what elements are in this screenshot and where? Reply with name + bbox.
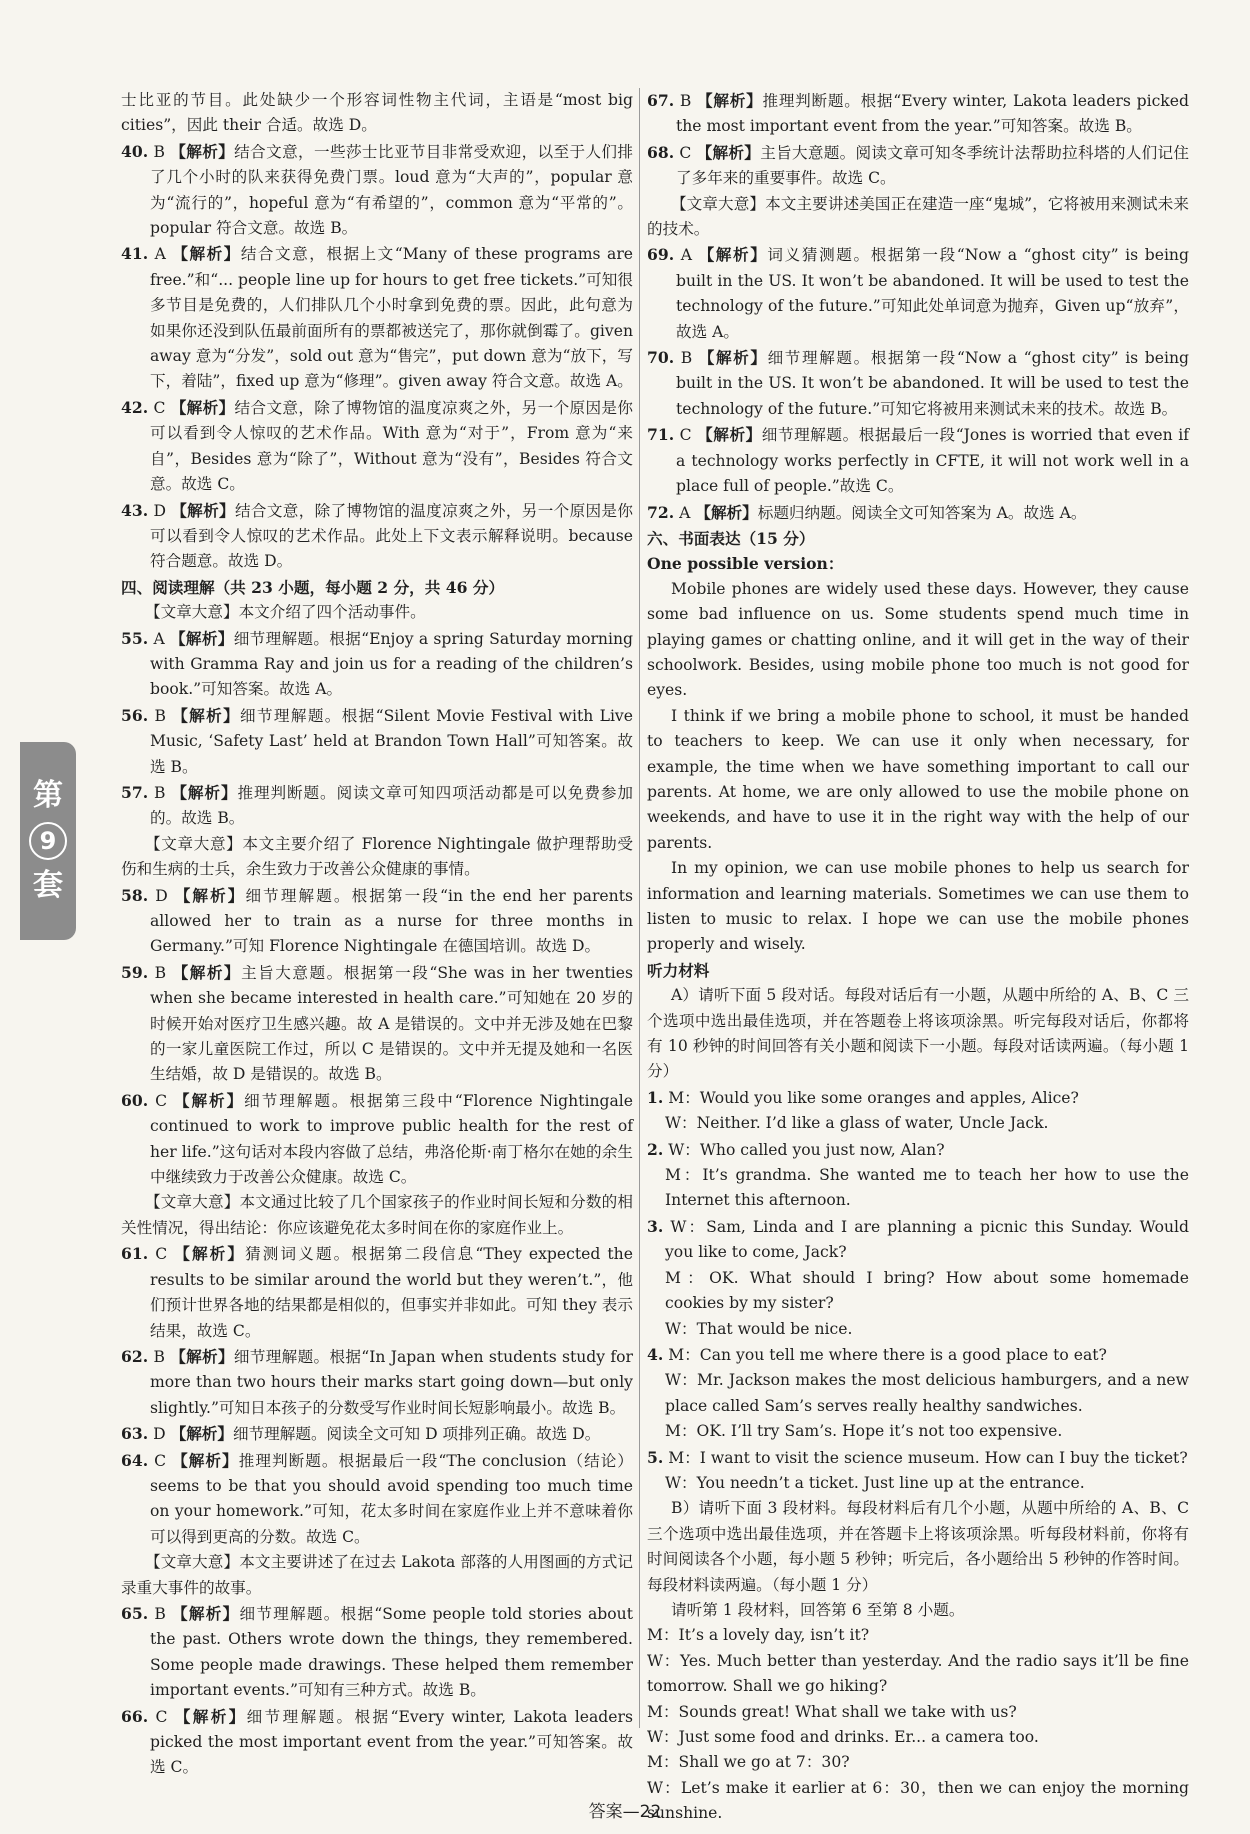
answer-number: 55. — [121, 628, 149, 648]
dialogue-line: W：Mr. Jackson makes the most delicious hamburgers, and a new place called Sam’s serves really healthy sandwiches. — [665, 1371, 1189, 1415]
answer-option: D — [153, 1425, 166, 1444]
answer-option: B — [154, 783, 166, 802]
answer-number: 68. — [647, 142, 675, 162]
answer-option: B — [153, 1347, 165, 1366]
dialogue-line: M：Sounds great! What shall we take with us? — [647, 1702, 1017, 1721]
answer-option: A — [153, 629, 165, 648]
answer-number: 56. — [121, 705, 149, 725]
dialogue-line — [647, 1445, 1189, 1471]
answer-number: 40. — [121, 141, 149, 161]
answer-text: 细节理解题。根据“In Japan when students study for more than two hours their marks start going down—but only slightly.”可知日本孩子的分数受写作业时间长短影响最小。故选 B。 — [150, 1347, 633, 1417]
answer-62 — [121, 1344, 633, 1421]
answer-option: C — [154, 1451, 167, 1470]
answer-text: 细节理解题。根据“Silent Movie Festival with Live Music, ‘Safety Last’ held at Brandon Town Hall”可知答案。故选 B。 — [150, 706, 633, 776]
answer-41 — [121, 241, 633, 394]
answer-68 — [647, 140, 1189, 192]
dialogue-number: 2. — [647, 1139, 664, 1159]
dialogue-line: W：You needn’t a ticket. Just line up at the entrance. — [665, 1473, 1085, 1492]
dialogue-line: M：Shall we go at 7：30? — [647, 1753, 850, 1772]
dialogue-line: M：It’s grandma. She wanted me to teach her how to use the Internet this afternoon. — [665, 1166, 1189, 1210]
dialogue-line — [647, 1137, 1189, 1163]
answer-option: C — [679, 426, 692, 445]
analysis-tag: 【解析】 — [696, 142, 761, 162]
answer-number: 62. — [121, 1346, 149, 1366]
analysis-tag: 【解析】 — [174, 1244, 246, 1264]
listening-instructions-a: A）请听下面 5 段对话。每段对话后有一小题，从题中所给的 A、B、C 三个选项中选出最佳选项，并在答题卷上将该项涂黑。听完每段对话后，你都将有 10 秒钟的时间回答有关小题和阅读下一小题。每段对话读两遍。（每小题 1 分） — [647, 986, 1189, 1081]
answer-72 — [647, 500, 1189, 526]
analysis-tag: 【解析】 — [170, 1424, 233, 1444]
answer-text: 推理判断题。根据“Every winter, Lakota leaders picked the most important event from the year.”可知答案。故选 B。 — [676, 92, 1189, 136]
set-number-tab — [20, 742, 76, 940]
answer-number: 69. — [647, 245, 675, 265]
dialogue-number: 1. — [647, 1087, 664, 1107]
article-summary: 【文章大意】本文通过比较了几个国家孩子的作业时间长短和分数的相关性情况，得出结论：你应该避免花太多时间在你的家庭作业上。 — [121, 1193, 633, 1237]
answer-number: 58. — [121, 885, 149, 905]
article-summary: 【文章大意】本文主要讲述了在过去 Lakota 部落的人用图画的方式记录重大事件的故事。 — [121, 1553, 633, 1597]
section-heading-reading: 四、阅读理解（共 23 小题，每小题 2 分，共 46 分） — [121, 577, 505, 597]
answer-option: A — [679, 503, 691, 522]
answer-65 — [121, 1601, 633, 1704]
analysis-tag: 【解析】 — [170, 628, 234, 648]
answer-text: 细节理解题。根据“Every winter, Lakota leaders picked the most important event from the year.”可知答案。故选 C。 — [150, 1707, 633, 1777]
answer-57 — [121, 780, 633, 832]
answer-70 — [647, 345, 1189, 422]
analysis-tag: 【解析】 — [172, 1450, 239, 1470]
answer-option: C — [155, 1091, 167, 1110]
analysis-tag: 【解析】 — [172, 1603, 240, 1623]
dialogue-line: W：Neither. I’d like a glass of water, Uncle Jack. — [665, 1114, 1049, 1133]
section-heading-listening: 听力材料 — [647, 960, 710, 980]
answer-text: 结合文意，除了博物馆的温度凉爽之外，另一个原因是你可以看到令人惊叹的艺术作品。With 意为“对于”，From 意为“来自”，Besides 意为“除了”，Without 意为“没有”，Besides 符合文意。故选 C。 — [150, 398, 633, 494]
answer-69 — [647, 242, 1189, 345]
dialogue-text: M：Would you like some oranges and apples, Alice? — [668, 1088, 1079, 1107]
dialogue-number: 4. — [647, 1344, 664, 1364]
dialogue-line: W：Let’s make it earlier at 6：30，then we can enjoy the morning sunshine. — [647, 1778, 1189, 1823]
answer-text: 细节理解题。阅读全文可知 D 项排列正确。故选 D。 — [232, 1425, 601, 1444]
analysis-tag: 【解析】 — [171, 782, 238, 802]
answer-text: 细节理解题。根据最后一段“Jones is worried that even if a technology works perfectly in CFTE, it will not work well in a place full of people.”故选 C。 — [676, 426, 1189, 496]
analysis-tag: 【解析】 — [172, 705, 241, 725]
answer-text: 结合文意，一些莎士比亚节目非常受欢迎，以至于人们排了几个小时的队来获得免费门票。loud 意为“大声的”，popular 意为“流行的”，hopeful 意为“有希望的”，common 意为“平常的”。popular 符合文意。故选 B。 — [150, 142, 633, 238]
answer-40 — [121, 139, 633, 242]
answer-text: 细节理解题。根据“Some people told stories about the past. Others wrote down the things, they remembered. Some people made drawings. These helped them remember important events.”可知有三种方式。故选 B。 — [150, 1604, 633, 1700]
analysis-tag: 【解析】 — [697, 91, 763, 110]
answer-61 — [121, 1241, 633, 1344]
answer-option: C — [155, 1707, 168, 1726]
analysis-tag: 【解析】 — [172, 962, 242, 982]
answer-text: 细节理解题。根据第一段“in the end her parents allowed her to train as a nurse for three months in Germany.”可知 Florence Nightingale 在德国培训。故选 D。 — [150, 886, 633, 956]
dialogue-line: M：OK. I’ll try Sam’s. Hope it’s not too expensive. — [665, 1422, 1063, 1441]
answer-59 — [121, 960, 633, 1088]
answer-text: 细节理解题。根据第一段“Now a “ghost city” is being built in the US. It won’t be abandoned. It will be used to test the technology of the future.”可知它将被用来测试未来的技术。故选 B。 — [676, 349, 1189, 418]
answer-number: 71. — [647, 425, 675, 445]
analysis-tag: 【解析】 — [171, 500, 235, 520]
answer-number: 63. — [121, 1424, 149, 1444]
answer-number: 64. — [121, 1450, 149, 1470]
answer-number: 65. — [121, 1603, 149, 1623]
answer-text: 标题归纳题。阅读全文可知答案为 A。故选 A。 — [757, 503, 1087, 522]
analysis-tag: 【解析】 — [172, 244, 241, 264]
analysis-tag: 【解析】 — [697, 425, 762, 445]
answer-43 — [121, 498, 633, 575]
answer-text: 猜测词义题。根据第二段信息“They expected the results to be similar around the world but they weren’t.”，他们预计世界各地的结果都是相似的，但事实并非如此。可知 they 表示结果，故选 C。 — [150, 1245, 633, 1340]
analysis-tag: 【解析】 — [698, 348, 768, 368]
answer-text: 结合文意，根据上文“Many of these programs are free.”和“... people line up for hours to get free tickets.”可知很多节目是免费的，人们排队几个小时拿到免费的票。因此，此句意为如果你还没到队伍最前面所有的票都被送完了，那你就倒霉了。given away 意为“分发”，sold out 意为“售完”，put down 意为“放下，写下，着陆”，fixed up 意为“修理”。given away 符合文意。故选 A。 — [150, 245, 633, 391]
essay-paragraph: Mobile phones are widely used these days. However, they cause some bad influence on us. Some students spend much time in playing games or chatting online, and it will get in the way of their schoolwork. Besides, using mobile phone too much is not good for eyes. — [647, 579, 1189, 700]
answer-number: 41. — [121, 244, 149, 264]
answer-text: 推理判断题。根据最后一段“The conclusion（结论）seems to be that you should avoid spending too much time on your homework.”可知，花太多时间在家庭作业上并不意味着你可以得到更高的分数。故选 C。 — [150, 1451, 633, 1546]
set-tab-number: 9 — [29, 822, 67, 860]
continued-answer: 士比亚的节目。此处缺少一个形容词性物主代词，主语是“most big cities”，因此 their 合适。故选 D。 — [121, 91, 633, 135]
answer-option: D — [155, 886, 168, 905]
answer-number: 70. — [647, 348, 675, 368]
answer-option: B — [679, 92, 692, 110]
dialogue-line: W：That would be nice. — [665, 1319, 853, 1338]
answer-option: A — [154, 245, 166, 264]
answer-71 — [647, 422, 1189, 499]
article-summary: 【文章大意】本文主要讲述美国正在建造一座“鬼城”，它将被用来测试未来的技术。 — [647, 194, 1189, 239]
dialogue-line: W：Yes. Much better than yesterday. And the radio says it’ll be fine tomorrow. Shall we go hiking? — [647, 1651, 1189, 1696]
answer-text: 细节理解题。根据第三段中“Florence Nightingale continued to work to improve public health for the rest of her life.”这句话对本段内容做了总结，弗洛伦斯·南丁格尔在她的余生中继续致力于改善公众健康。故选 C。 — [150, 1091, 633, 1187]
page-number: 答案—22 — [588, 1802, 662, 1822]
listening-instructions-b: B）请听下面 3 段材料。每段材料后有几个小题，从题中所给的 A、B、C 三个选项中选出最佳选项，并在答题卡上将该项涂黑。听每段材料前，你将有时间阅读各个小题，每小题 5 秒钟；听完后，各小题给出 5 秒钟的作答时间。每段材料读两遍。（每小题 1 分） — [647, 1499, 1189, 1594]
answer-number: 60. — [121, 1090, 149, 1110]
analysis-tag: 【解析】 — [698, 245, 768, 265]
analysis-tag: 【解析】 — [174, 1706, 247, 1726]
dialogue-line: M：OK. What should I bring? How about some homemade cookies by my sister? — [665, 1268, 1189, 1313]
set-tab-top: 第 — [33, 778, 63, 813]
dialogue-number: 3. — [647, 1216, 664, 1236]
answer-number: 61. — [121, 1244, 149, 1264]
dialogue-line: W：Just some food and drinks. Er... a camera too. — [647, 1728, 1039, 1746]
right-column — [647, 88, 1189, 1827]
answer-text: 结合文意，除了博物馆的温度凉爽之外，另一个原因是你可以看到令人惊叹的艺术作品。此处上下文表示解释说明。because 符合题意。故选 D。 — [150, 501, 633, 571]
answer-option: B — [154, 1604, 166, 1623]
analysis-tag: 【解析】 — [695, 502, 758, 522]
answer-option: B — [154, 963, 167, 982]
dialogue-text: M：I want to visit the science museum. How can I buy the ticket? — [668, 1448, 1188, 1467]
answer-option: B — [153, 142, 165, 161]
answer-number: 42. — [121, 397, 149, 417]
answer-option: B — [680, 349, 693, 368]
dialogue-line — [647, 1214, 1189, 1266]
answer-55 — [121, 626, 633, 703]
answer-text: 主旨大意题。阅读文章可知冬季统计法帮助拉科塔的人们记住了多年来的重要事件。故选 C。 — [676, 143, 1189, 188]
analysis-tag: 【解析】 — [170, 397, 235, 417]
analysis-tag: 【解析】 — [173, 1090, 245, 1110]
answer-63 — [121, 1421, 633, 1447]
answer-number: 72. — [647, 502, 675, 522]
analysis-tag: 【解析】 — [174, 885, 246, 905]
answer-number: 67. — [647, 91, 675, 110]
answer-number: 57. — [121, 782, 149, 802]
answer-66 — [121, 1704, 633, 1781]
answer-text: 细节理解题。根据“Enjoy a spring Saturday morning with Gramma Ray and join us for a reading of the children’s book.”可知答案。故选 A。 — [150, 629, 633, 699]
answer-58 — [121, 883, 633, 960]
set-tab-bottom: 套 — [33, 868, 63, 903]
answer-64 — [121, 1448, 633, 1551]
listening-material-1-intro: 请听第 1 段材料，回答第 6 至第 8 小题。 — [671, 1600, 965, 1619]
dialogue-text: M：Can you tell me where there is a good place to eat? — [668, 1345, 1107, 1364]
column-divider — [639, 88, 640, 1728]
essay-label: One possible version： — [647, 554, 844, 574]
answer-option: A — [680, 246, 692, 265]
dialogue-number: 5. — [647, 1447, 664, 1467]
answer-56 — [121, 703, 633, 780]
essay-paragraph: I think if we bring a mobile phone to school, it must be handed to teachers to keep. We can use it only when necessary, for example, the time when we have something important to call our parents. At home, we are only allowed to use the mobile phone on weekends, and have to use it in the right way with the help of our parents. — [647, 706, 1189, 852]
answer-number: 66. — [121, 1706, 149, 1726]
analysis-tag: 【解析】 — [170, 1346, 234, 1366]
left-column — [121, 88, 633, 1781]
dialogue-line — [647, 1085, 1189, 1111]
answer-option: B — [154, 706, 166, 725]
essay-paragraph: In my opinion, we can use mobile phones to help us search for information and learning materials. Sometimes we can use them to listen to music to relax. I hope we can use the mobile phones properly and wisely. — [647, 859, 1189, 954]
answer-67 — [647, 88, 1189, 140]
answer-option: D — [153, 501, 166, 520]
answer-text: 词义猜测题。根据第一段“Now a “ghost city” is being built in the US. It won’t be abandoned. It will be used to test the technology of the future.”可知此处单词意为抛弃，Given up“放弃”，故选 A。 — [676, 246, 1189, 341]
dialogue-text: W：Who called you just now, Alan? — [668, 1140, 945, 1159]
article-summary: 【文章大意】本文主要介绍了 Florence Nightingale 做护理帮助受伤和生病的士兵，余生致力于改善公众健康的事情。 — [121, 834, 633, 879]
answer-text: 推理判断题。阅读文章可知四项活动都是可以免费参加的。故选 B。 — [150, 783, 633, 828]
answer-42 — [121, 395, 633, 498]
answer-number: 43. — [121, 500, 149, 520]
article-summary: 【文章大意】本文介绍了四个活动事件。 — [145, 603, 426, 622]
analysis-tag: 【解析】 — [170, 141, 235, 161]
answer-option: C — [679, 143, 692, 162]
answer-option: C — [155, 1245, 168, 1264]
section-heading-writing: 六、书面表达（15 分） — [647, 528, 815, 548]
answer-option: C — [153, 398, 166, 417]
dialogue-text: W：Sam, Linda and I are planning a picnic this Sunday. Would you like to come, Jack? — [665, 1217, 1190, 1262]
answer-text: 主旨大意题。根据第一段“She was in her twenties when she became interested in health care.”可知她在 20 岁的时候开始对医疗卫生感兴趣。故 A 是错误的。文中并无涉及她在巴黎的一家儿童医院工作过，所以 C 是错误的。文中并无提及她和一名医生结婚，故 D 是错误的。故选 B。 — [150, 963, 633, 1084]
dialogue-line: M：It’s a lovely day, isn’t it? — [647, 1626, 870, 1645]
dialogue-line — [647, 1342, 1189, 1368]
answer-number: 59. — [121, 962, 149, 982]
answer-60 — [121, 1088, 633, 1191]
